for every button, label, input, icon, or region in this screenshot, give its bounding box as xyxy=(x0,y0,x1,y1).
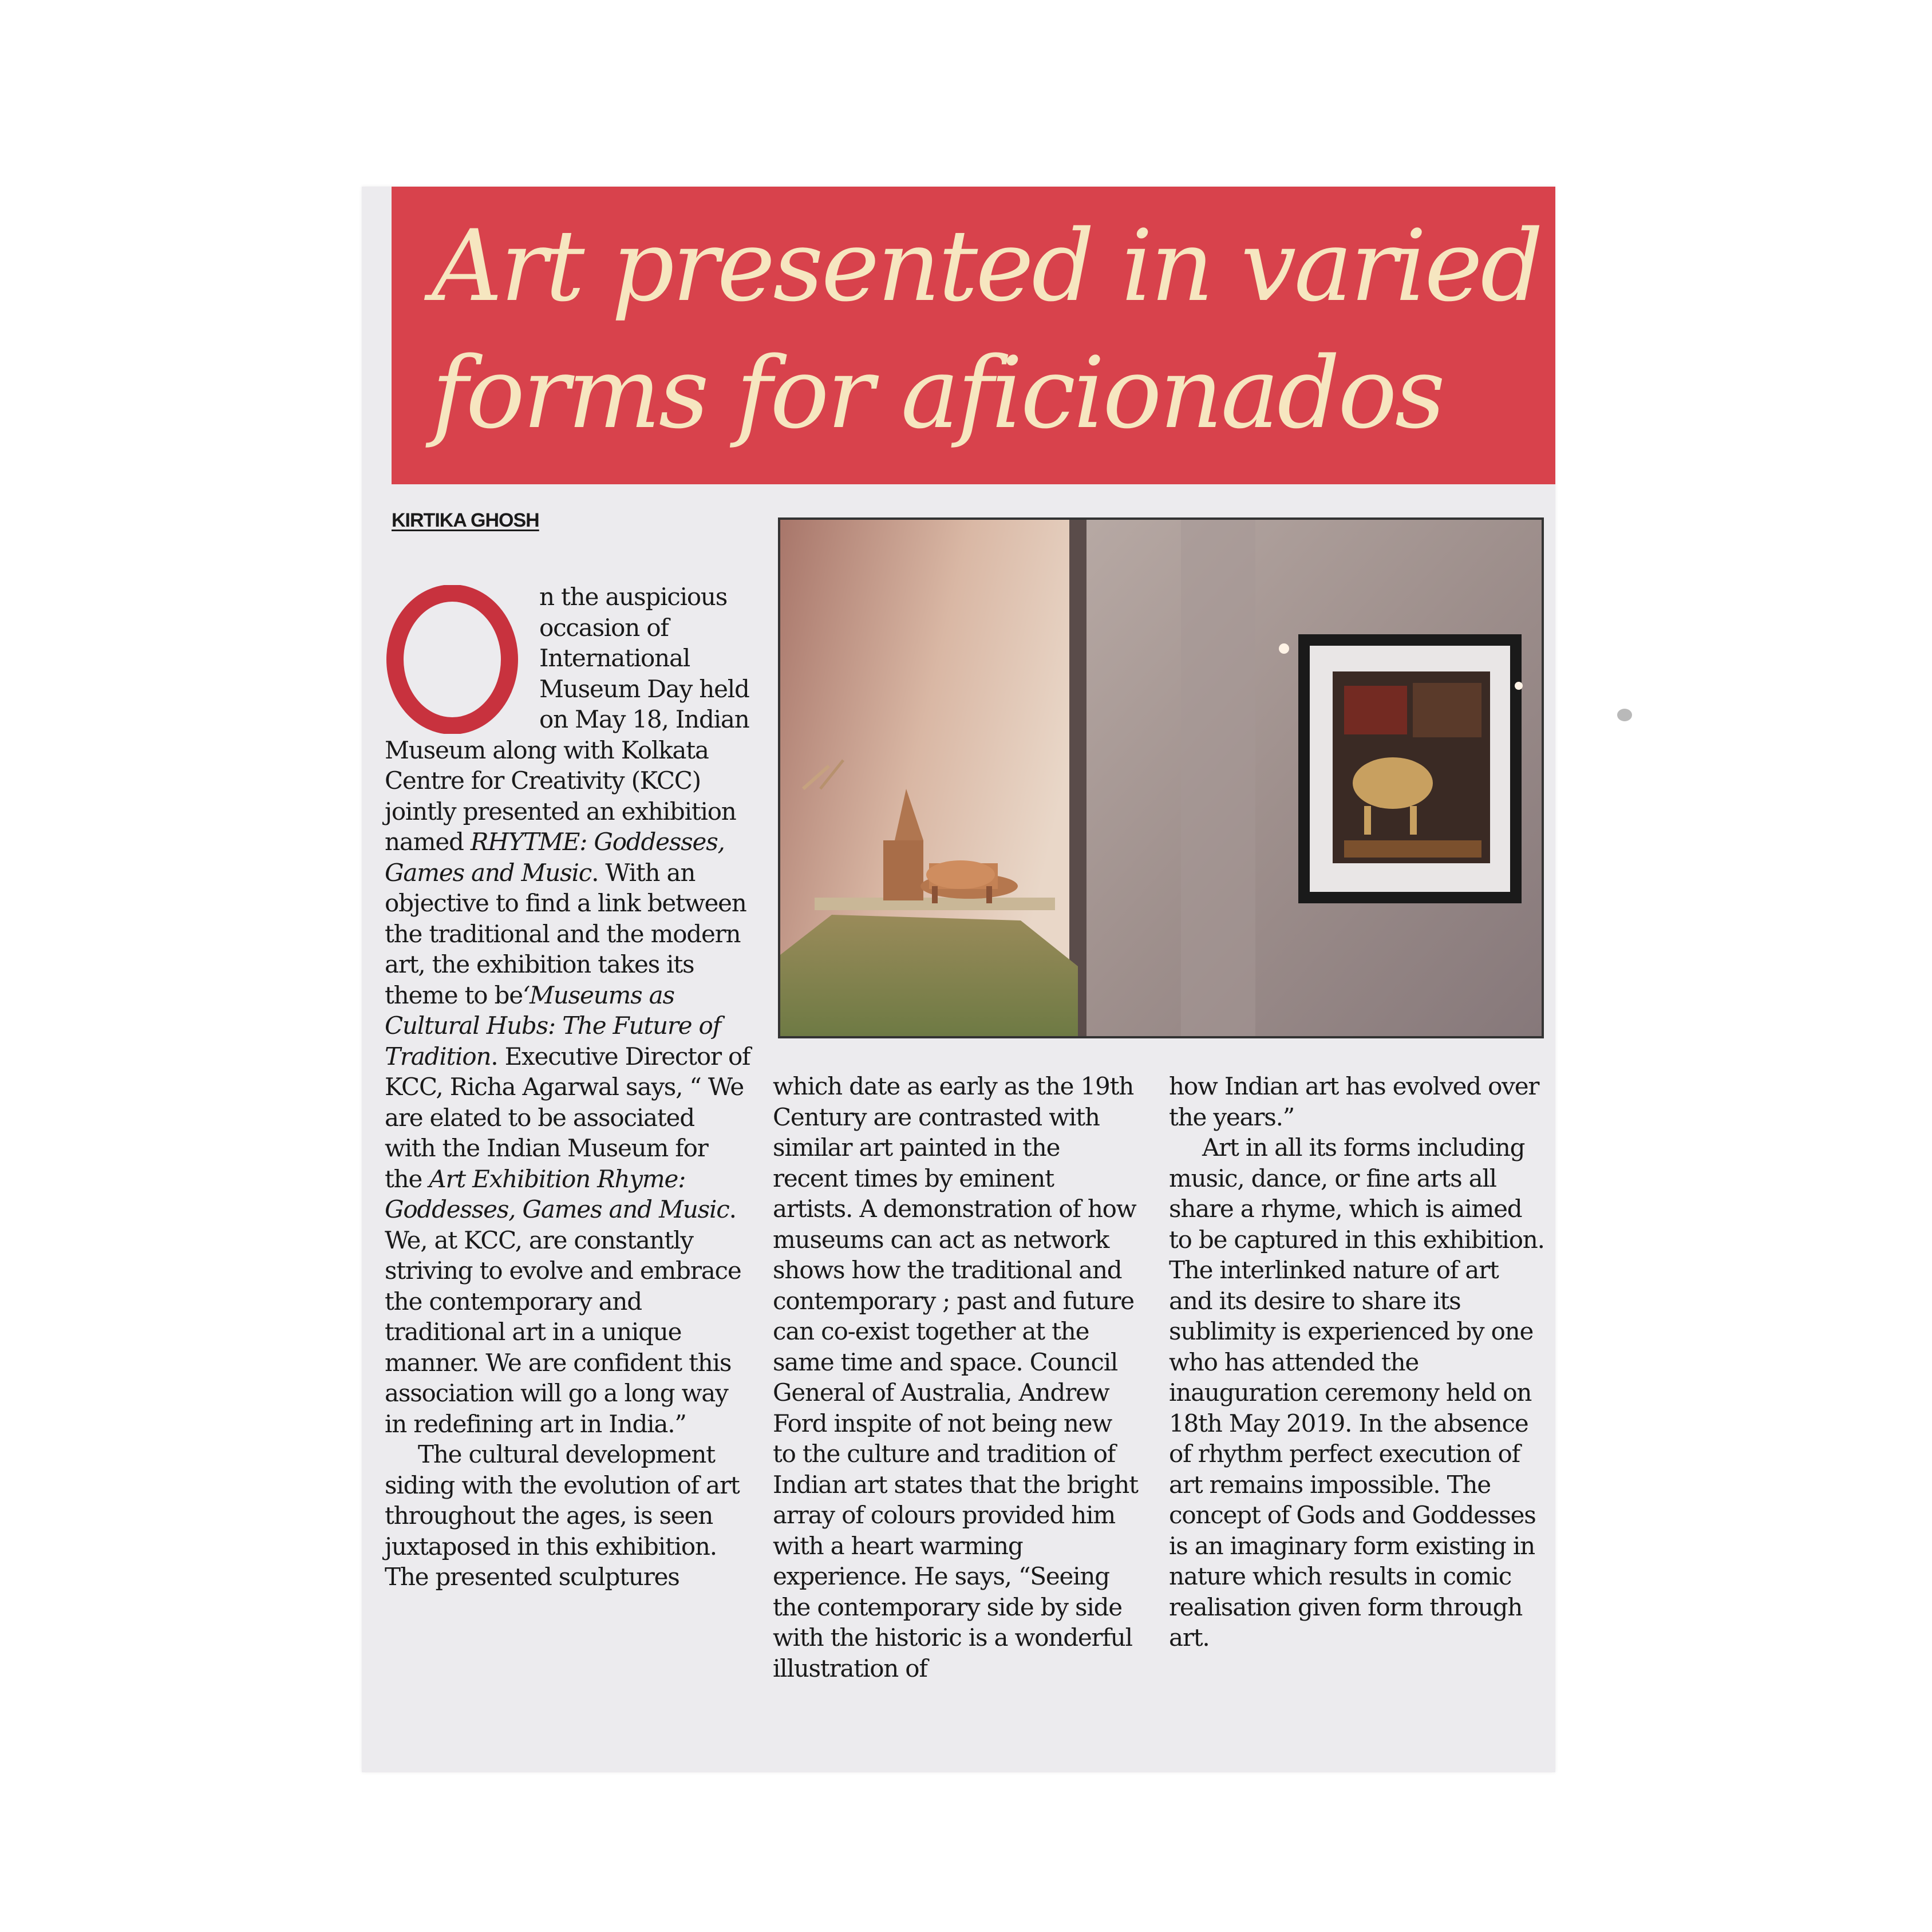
col3-paragraph-2: Art in all its forms including music, dance, or fine arts all share a rhyme, which is aimed to be captured in this exhibition. The interlinked nature of art and its desire to share its sublimity is experienced by one who has attended the inauguration ceremony held on 18th May 2019. In the absence of rhythm perfect execution of art remains impossible. The concept of Gods and Goddesses is an imaginary form existing in nature which results in comic realisation given form through art. xyxy=(1169,1133,1544,1652)
byline: KIRTIKA GHOSH xyxy=(392,509,539,531)
col1-paragraph-1: n the auspicious occasion of International Museum Day held on May 18, Indian Museum along with Kolkata Centre for Creativity (KCC) jointly presented an exhibition named RHYTME: Goddesses, Games and Music. With an objective to find a link between the traditional and the modern art, the exhibition takes its theme to be‘Museums as Cultural Hubs: The Future of Tradition. Executive Director of KCC, Richa Agarwal says, “ We are elated to be associated with the Indian Museum for the Art Exhibition Rhyme: Goddesses, Games and Music. We, at KCC, are constantly striving to evolve and embrace the contemporary and traditional art in a unique manner. We are confident this association will go a long way in redefining art in India.” xyxy=(385,583,750,1438)
exhibition-photo-icon xyxy=(778,517,1544,1038)
article-column-3 xyxy=(1169,1071,1547,1653)
headline-band xyxy=(392,187,1555,484)
paper-speck xyxy=(1617,709,1632,721)
article-column-2 xyxy=(773,1071,1139,1684)
headline-line-2: forms for aficionados xyxy=(432,335,1443,451)
newspaper-clipping xyxy=(362,187,1555,1772)
headline-line-1: Art presented in varied xyxy=(432,208,1542,323)
headline xyxy=(432,203,1554,457)
article-column-1 xyxy=(385,582,751,1593)
col3-paragraph-1: how Indian art has evolved over the years.” xyxy=(1169,1072,1539,1131)
col2-paragraph-1: which date as early as the 19th Century are contrasted with similar art painted in the recent times by eminent artists. A demonstration of how museums can act as network shows how the traditional and contemporary ; past and future can co-exist together at the same time and space. Council General of Australia, Andrew Ford inspite of not being new to the culture and tradition of Indian art states that the bright array of colours provided him with a heart warming experience. He says, “Seeing the contemporary side by side with the historic is a wonderful illustration of xyxy=(773,1072,1138,1682)
dropcap-icon xyxy=(385,585,528,734)
col1-paragraph-2: The cultural development siding with the evolution of art throughout the ages, is seen juxtaposed in this exhibition. The presented sculptures xyxy=(385,1440,740,1591)
